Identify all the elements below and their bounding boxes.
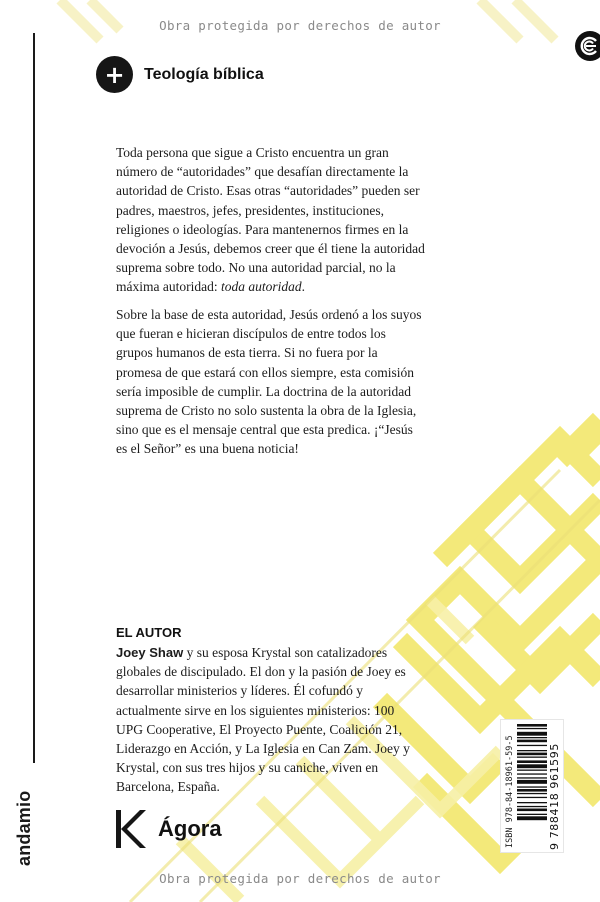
description-paragraph-1 <box>116 143 426 297</box>
plus-icon: + <box>96 56 133 93</box>
author-heading: EL AUTOR <box>116 625 182 640</box>
imprint-name: Ágora <box>158 816 222 841</box>
left-vertical-rule <box>33 33 35 763</box>
publisher-vertical-name: andamio <box>14 790 34 866</box>
corner-publisher-logo-icon <box>575 31 600 61</box>
series-title: Teología bíblica <box>144 65 264 83</box>
author-name: Joey Shaw <box>116 645 184 660</box>
paragraph-1-end: . <box>301 279 305 295</box>
copyright-watermark-bottom: Obra protegida por derechos de autor <box>159 871 441 886</box>
series-badge <box>96 56 264 93</box>
ean-digits: 9 788418 961595 <box>548 743 561 850</box>
copyright-watermark-top: Obra protegida por derechos de autor <box>159 18 441 33</box>
paragraph-1-emphasis: toda autoridad <box>220 279 302 295</box>
description-paragraph-2 <box>116 305 426 459</box>
agora-imprint-logo <box>114 808 222 850</box>
author-bio-text: y su esposa Krystal son catalizadores globales de discipulado. El don y la pasión de Joey es desarrollar ministerios y líderes. Él cofundó y actualmente sirve en los siguientes ministerios: 100 UPG Cooperative, El Proyecto Puente, Coalición 21, Liderazgo en Acción, y La Iglesia en Can Zam. Joey y Krystal, con sus tres hijos y su caniche, viven en Barcelona, España. <box>116 645 410 795</box>
isbn-text: ISBN 978-84-18961-59-5 <box>505 735 515 848</box>
agora-k-icon <box>114 808 146 850</box>
paragraph-1-text: Toda persona que sigue a Cristo encuentra un gran número de “autoridades” que desafían directamente la autoridad de Cristo. Esas otras “autoridades” pueden ser padres, maestros, jefes, presidentes, instituciones, religiones o ideologías. Para mantenernos firmes en la devoción a Jesús, debemos creer que él tiene la autoridad suprema sobre todo. No una autoridad parcial, no la máxima autoridad: <box>116 145 425 295</box>
paragraph-2-text: Sobre la base de esta autoridad, Jesús ordenó a los suyos que fueran e hicieran discípulos de entre todos los grupos humanos de esta tierra. Si no fuera por la promesa de que estará con ellos siempre, esta comisión sería imposible de cumplir. La doctrina de la autoridad suprema de Cristo no solo sustenta la obra de la Iglesia, sino que es el mensaje central que esta predica. ¡“Jesús es el Señor” es una buena noticia! <box>116 307 422 457</box>
barcode-bars <box>517 724 547 848</box>
author-bio <box>116 643 416 797</box>
